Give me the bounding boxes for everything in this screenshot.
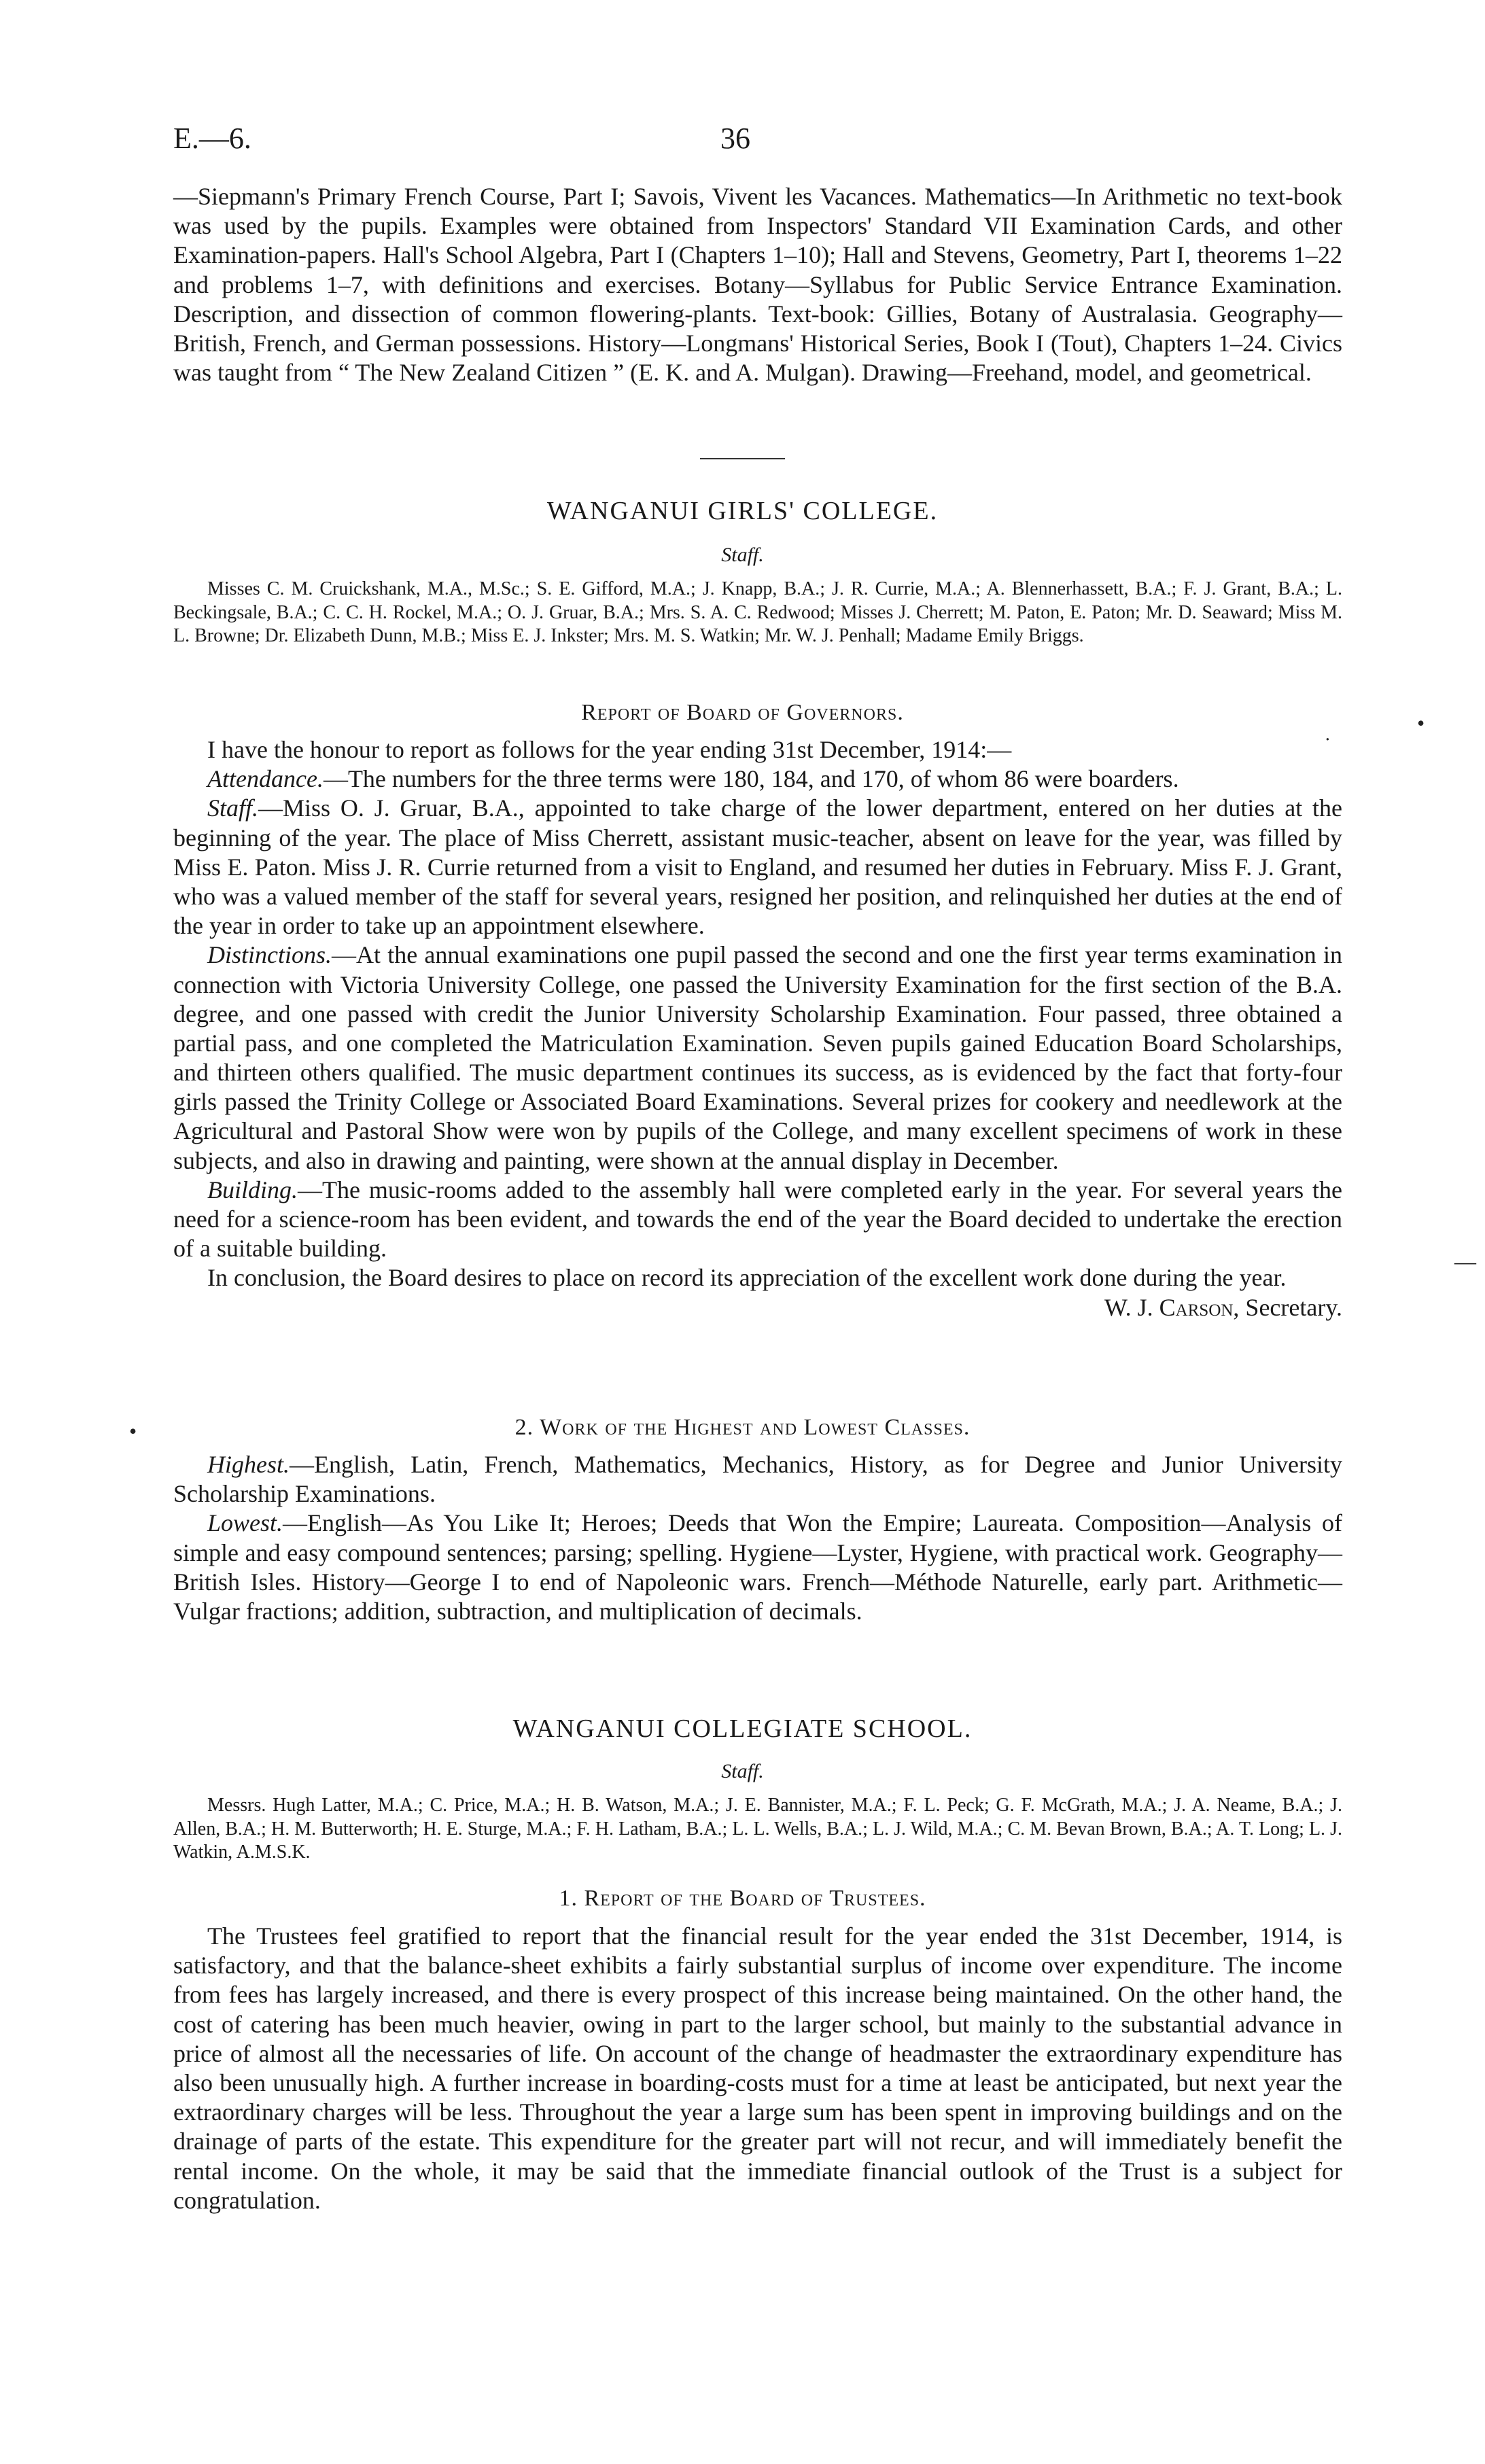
girls-college-staff-label: Staff. — [721, 544, 764, 566]
attendance-paragraph — [173, 764, 1342, 794]
staff-paragraph-label: Staff. — [207, 794, 259, 822]
staff-paragraph-text: —Miss O. J. Gruar, B.A., appointed to take charge of the lower department, entered on her duties at the beginning of the year. The place of Miss Cherrett, assistant music-teacher, absent on leave for the year, was filled by Miss E. Paton. Miss J. R. Currie returned from a visit to England, and resumed her duties in February. Miss F. J. Grant, who was a valued member of the staff for several years, resigned her position, and relinquished her duties at the end of the year in order to take up an appointment elsewhere. — [173, 794, 1342, 940]
conclusion-text: In conclusion, the Board desires to place on record its appreciation of the excellent work done during the year. — [207, 1264, 1287, 1292]
scan-speck-mark: • — [1417, 711, 1425, 735]
building-paragraph — [173, 1176, 1342, 1264]
distinctions-label: Distinctions. — [207, 941, 332, 969]
girls-college-staff-list: Misses C. M. Cruickshank, M.A., M.Sc.; S. E. Gifford, M.A.; J. Knapp, B.A.; J. R. Currie, M.A.; A. Blennerhassett, B.A.; F. J. Grant, B.A.; L. Beckingsale, B.A.; C. C. H. Rockel, M.A.; O. J. Gruar, B.A.; Mrs. S. A. C. Redwood; Misses J. Cherrett; M. Paton, E. Paton; Mr. D. Seaward; Miss M. L. Browne; Dr. Elizabeth Dunn, M.B.; Miss E. J. Inkster; Mrs. M. S. Watkin; Mr. W. J. Penhall; Madame Emily Briggs. — [173, 578, 1342, 647]
intro-paragraph: —Siepmann's Primary French Course, Part I; Savois, Vivent les Vacances. Mathematics—In Arithmetic no text-book was used by the pupils. Examples were obtained from Inspectors' Standard VII Examination Cards, and other Examination-papers. Hall's School Algebra, Part I (Chapters 1–10); Hall and Stevens, Geometry, Part I, theorems 1–22 and problems 1–7, with definitions and exercises. Botany—Syllabus for Public Service Entrance Examination. Description, and dissection of common flowering-plants. Text-book: Gillies, Botany of Australasia. Geography—British, French, and German possessions. History—Longmans' Historical Series, Book I (Tout), Chapters 1–24. Civics was taught from “ The New Zealand Citizen ” (E. K. and A. Mulgan). Drawing—Freehand, model, and geometrical. — [173, 183, 1342, 387]
highest-text: —English, Latin, French, Mathematics, Mechanics, History, as for Degree and Junior University Scholarship Examinations. — [173, 1451, 1342, 1508]
board-of-governors-heading: Report of Board of Governors. — [581, 700, 904, 725]
secretary-signature — [1070, 1293, 1342, 1322]
scan-speck-mark: — — [1454, 1249, 1476, 1273]
collegiate-school-title: WANGANUI COLLEGIATE SCHOOL. — [512, 1714, 973, 1743]
distinctions-paragraph — [173, 940, 1342, 1176]
work-classes-section — [173, 1450, 1342, 1626]
building-label: Building. — [207, 1176, 298, 1203]
collegiate-school-staff-list: Messrs. Hugh Latter, M.A.; C. Price, M.A.; H. B. Watson, M.A.; J. E. Bannister, M.A.; F. L. Peck; G. F. McGrath, M.A.; J. A. Neame, B.A.; J. Allen, B.A.; H. M. Butterworth; H. E. Sturge, M.A.; F. H. Latham, B.A.; L. L. Wells, B.A.; L. J. Wild, M.A.; C. M. Bevan Brown, B.A.; A. T. Long; L. J. Watkin, A.M.S.K. — [173, 1795, 1342, 1863]
lowest-class-paragraph — [173, 1509, 1342, 1626]
section-divider — [700, 458, 785, 459]
governors-intro-line: I have the honour to report as follows for the year ending 31st December, 1914:— — [207, 736, 1012, 763]
page-number: 36 — [720, 122, 750, 155]
scan-speck-mark: • — [129, 1419, 137, 1443]
intro-section — [173, 182, 1342, 387]
lowest-text: —English—As You Like It; Heroes; Deeds that Won the Empire; Laureata. Composition—Analysis of simple and easy compound sentences; parsing; spelling. Hygiene—Lyster, Hygiene, with practical work. Geography—British Isles. History—George I to end of Napoleonic wars. French—Méthode Naturelle, early part. Arithmetic—Vulgar fractions; addition, subtraction, and multiplication of decimals. — [173, 1509, 1342, 1625]
collegiate-school-staff-label: Staff. — [721, 1760, 764, 1782]
building-text: —The music-rooms added to the assembly hall were completed early in the year. For several years the need for a science-room has been evident, and towards the end of the year the Board decided to undertake the erection of a suitable building. — [173, 1176, 1342, 1263]
trustees-report — [173, 1922, 1342, 2215]
attendance-text: —The numbers for the three terms were 180, 184, and 170, of whom 86 were boarders. — [323, 765, 1179, 793]
scan-speck-mark: ˙ — [1324, 733, 1331, 757]
board-of-trustees-heading: 1. Report of the Board of Trustees. — [559, 1886, 926, 1911]
secretary-role: , Secretary. — [1233, 1293, 1342, 1321]
girls-college-staff-section — [173, 578, 1342, 648]
secretary-name: W. J. Carson — [1104, 1293, 1234, 1321]
governors-report — [173, 735, 1342, 1322]
distinctions-text: —At the annual examinations one pupil passed the second and one the first year terms examination in connection with Victoria University College, one passed the University Examination for the first section of the B.A. degree, and one passed with credit the Junior University Scholarship Examination. Four passed, three obtained a partial pass, and one completed the Matriculation Examination. Seven pupils gained Education Board Scholarships, and thirteen others qualified. The music department continues its success, as is evidenced by the fact that forty-four girls passed the Trinity College or Associated Board Examinations. Several prizes for cookery and needlework at the Agricultural and Pastoral Show were won by pupils of the College, and many excellent specimens of work in these subjects, and also in drawing and painting, were shown at the annual display in December. — [173, 941, 1342, 1174]
document-reference: E.—6. — [173, 122, 251, 155]
attendance-label: Attendance. — [207, 765, 324, 793]
lowest-label: Lowest. — [207, 1509, 283, 1537]
highest-class-paragraph — [173, 1450, 1342, 1509]
girls-college-title: WANGANUI GIRLS' COLLEGE. — [546, 497, 939, 525]
trustees-report-paragraph: The Trustees feel gratified to report that the financial result for the year ended the 31st December, 1914, is satisfactory, and that the balance-sheet exhibits a fairly substantial surplus of income over expenditure. The income from fees has largely increased, and there is every prospect of this increase being maintained. On the other hand, the cost of catering has been much heavier, owing in part to the larger school, but mainly to the substantial advance in price of almost all the necessaries of life. On account of the change of headmaster the extraordinary expenditure has also been unusually high. A further increase in boarding-costs must for a time at least be anticipated, but next year the extraordinary charges will be less. Throughout the year a large sum has been spent in improving buildings and on the drainage of parts of the estate. This expenditure for the greater part will not recur, and will immediately benefit the rental income. On the whole, it may be said that the immediate financial outlook of the Trust is a subject for congratulation. — [173, 1922, 1342, 2214]
highest-label: Highest. — [207, 1451, 290, 1478]
collegiate-school-staff-section — [173, 1794, 1342, 1865]
work-classes-heading: 2. Work of the Highest and Lowest Classes. — [514, 1415, 971, 1440]
staff-paragraph — [173, 794, 1342, 940]
conclusion-paragraph — [173, 1263, 1342, 1321]
